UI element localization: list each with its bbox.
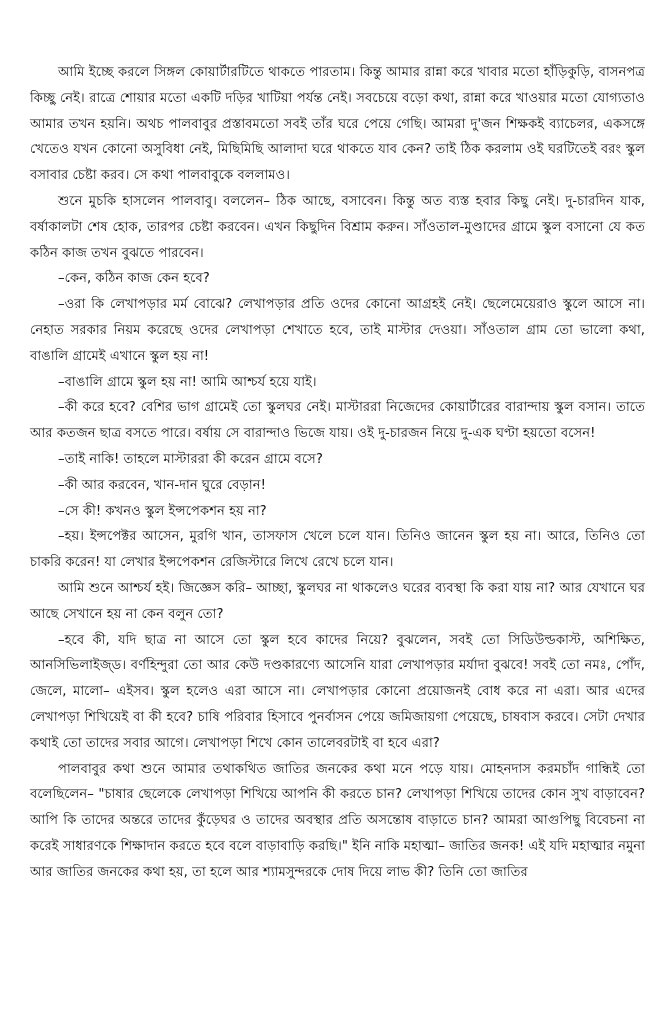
dialogue-line: –হবে কী, যদি ছাত্র না আসে তো স্কুল হবে কাদের নিয়ে? বুঝলেন, সবই তো সিডিউল্ডকাস্ট, অশিক্ষিত, আনসিভিলাইজ্ড। বর্ণহিন্দুরা তো আর কেউ দণ্ডকারণ্যে আসেনি যারা লেখাপড়ার মর্যাদা বুঝবে! সবই তো নমঃ, পোঁদ, জেলে, মালো– এইসব। স্কুল হলেও এরা আসে না। লেখাপড়ার কোনো প্রয়োজনই বোধ করে না এরা। আর এদের লেখাপড়া শিখিয়েই বা কী হবে? চাষি পরিবার হিসাবে পুনর্বাসন পেয়ে জমিজায়গা পেয়েছে, চাষবাস করবে। সেটা দেখার কথাই তো তাদের সবার আগে। লেখাপড়া শিখে কোন তালেবরটাই বা হবে এরা? xyxy=(30,632,645,751)
paragraph: শুনে মুচকি হাসলেন পালবাবু। বললেন– ঠিক আছে, বসাবেন। কিন্তু অত ব্যস্ত হবার কিছু নেই। দু-চারদিন যাক, বর্ষাকালটা শেষ হোক, তারপর চেষ্টা করবেন। এখন কিছুদিন বিশ্রাম করুন। সাঁওতাল-মুণ্ডাদের গ্রামে স্কুল বসানো যে কত কঠিন কাজ তখন বুঝতে পারবেন। xyxy=(30,193,645,261)
paragraph: আমি শুনে আশ্চর্য হই। জিজ্ঞেস করি– আচ্ছা, স্কুলঘর না থাকলেও ঘরের ব্যবস্থা কি করা যায় না? আর যেখানে ঘর আছে সেখানে হয় না কেন বলুন তো? xyxy=(30,580,645,622)
paragraph: পালবাবুর কথা শুনে আমার তথাকথিত জাতির জনকের কথা মনে পড়ে যায়। মোহনদাস করমচাঁদ গান্ধিই তো বলেছিলেন– "চাষার ছেলেকে লেখাপড়া শিখিয়ে আপনি কী করতে চান? লেখাপড়া শিখিয়ে তাদের কোন সুখ বাড়াবেন? আপি কি তাদের অন্তরে তাদের কুঁড়েঘর ও তাদের অবস্থার প্রতি অসন্তোষ বাড়াতে চান? আমরা আগুপিছু বিবেচনা না করেই সাধারণকে শিক্ষাদান করতে হবে বলে বাড়াবাড়ি করছি।" ইনি নাকি মহাত্মা– জাতির জনক! এই যদি মহাত্মার নমুনা আর জাতির জনকের কথা হয়, তা হলে আর শ্যামসুন্দরকে দোষ দিয়ে লাভ কী? তিনি তো জাতির xyxy=(30,761,645,880)
dialogue-line: –সে কী! কখনও স্কুল ইন্সপেকশন হয় না? xyxy=(58,503,267,519)
dialogue-line: –হয়। ইন্সপেক্টর আসেন, মুরগি খান, তাসফাস খেলে চলে যান। তিনিও জানেন স্কুল হয় না। আরে, তিনিও তো চাকরি করেন! যা লেখার ইন্সপেকশন রেজিস্টারে লিখে রেখে চলে যান। xyxy=(30,529,645,571)
dialogue-line: –তাই নাকি! তাহলে মাস্টাররা কী করেন গ্রামে বসে? xyxy=(58,451,323,467)
dialogue-line: –কী করে হবে? বেশির ভাগ গ্রামেই তো স্কুলঘর নেই। মাস্টাররা নিজেদের কোয়ার্টারের বারান্দায় স্কুল বসান। তাতে আর কতজন ছাত্র বসতে পারে। বর্ষায় সে বারান্দাও ভিজে যায়। ওই দু-চারজন নিয়ে দু-এক ঘণ্টা হয়তো বসেন! xyxy=(30,400,645,442)
page-body xyxy=(30,60,645,886)
dialogue-line: –কী আর করবেন, খান-দান ঘুরে বেড়ান! xyxy=(58,477,266,493)
paragraph: আমি ইচ্ছে করলে সিঙ্গল কোয়ার্টারটিতে থাকতে পারতাম। কিন্তু আমার রান্না করে খাবার মতো হাঁড়িকুড়ি, বাসনপত্র কিচ্ছু নেই। রাত্রে শোয়ার মতো একটি দড়ির খাটিয়া পর্যন্ত নেই। সবচেয়ে বড়ো কথা, রান্না করে খাওয়ার মতো যোগ্যতাও আমার তখন হয়নি। অথচ পালবাবুর প্রস্তাবমতো সবই তাঁর ঘরে পেয়ে গেছি। আমরা দু'জন শিক্ষকই ব্যাচেলর, একসঙ্গে খেতেও যখন কোনো অসুবিধা নেই, মিছিমিছি আলাদা ঘরে থাকতে যাব কেন? তাই ঠিক করলাম ওই ঘরটিতেই বরং স্কুল বসাবার চেষ্টা করব। সে কথা পালবাবুকে বললামও। xyxy=(30,65,645,184)
dialogue-line: –ওরা কি লেখাপড়ার মর্ম বোঝে? লেখাপড়ার প্রতি ওদের কোনো আগ্রহই নেই। ছেলেমেয়েরাও স্কুলে আসে না। নেহাত সরকার নিয়ম করেছে ওদের লেখাপড়া শেখাতে হবে, তাই মাস্টার দেওয়া। সাঁওতাল গ্রাম তো ভালো কথা, বাঙালি গ্রামেই এখানে স্কুল হয় না! xyxy=(30,297,645,364)
dialogue-line: –কেন, কঠিন কাজ কেন হবে? xyxy=(58,271,210,287)
dialogue-line: –বাঙালি গ্রামে স্কুল হয় না! আমি আশ্চর্য হয়ে যাই। xyxy=(58,374,317,390)
